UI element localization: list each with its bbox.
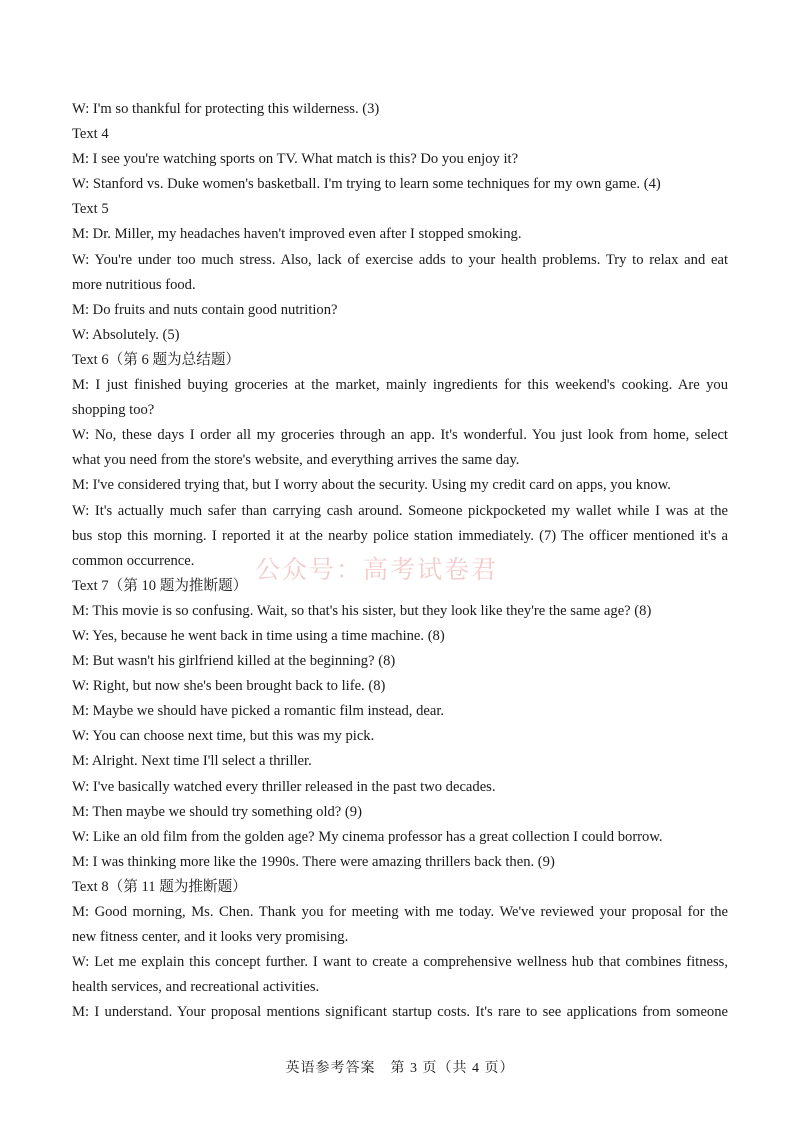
transcript-line: common occurrence. bbox=[72, 552, 195, 569]
transcript-line: Text 8（第 11 题为推断题） bbox=[72, 878, 247, 895]
page-footer: 英语参考答案 第 3 页（共 4 页） bbox=[285, 1061, 515, 1076]
transcript-line: new fitness center, and it looks very promising. bbox=[72, 929, 349, 946]
transcript-line: M: Do fruits and nuts contain good nutrition? bbox=[72, 301, 338, 318]
transcript-line: W: Let me explain this concept further. I want to create a comprehensive wellness hub that combines fitness, bbox=[72, 954, 728, 971]
transcript-line: W: I'm so thankful for protecting this wilderness. (3) bbox=[72, 101, 380, 117]
transcript-line: more nutritious food. bbox=[72, 276, 196, 293]
transcript-line: Text 4 bbox=[72, 126, 109, 143]
transcript-line: shopping too? bbox=[72, 402, 155, 419]
transcript-line: health services, and recreational activities. bbox=[72, 979, 320, 996]
transcript-line: W: It's actually much safer than carrying cash around. Someone pickpocketed my wallet while I was at the bbox=[72, 502, 728, 519]
transcript-line: M: I see you're watching sports on TV. What match is this? Do you enjoy it? bbox=[72, 151, 519, 168]
transcript-line: W: Yes, because he went back in time using a time machine. (8) bbox=[72, 627, 445, 644]
transcript-line: M: Maybe we should have picked a romantic film instead, dear. bbox=[72, 703, 445, 720]
transcript-line: W: I've basically watched every thriller released in the past two decades. bbox=[72, 778, 496, 795]
transcript-line: M: I just finished buying groceries at the market, mainly ingredients for this weekend's cooking. Are you bbox=[72, 377, 728, 394]
transcript-line: M: Then maybe we should try something old? (9) bbox=[72, 803, 362, 820]
transcript-line: M: I understand. Your proposal mentions significant startup costs. It's rare to see applications from someone bbox=[72, 1004, 728, 1021]
transcript-line: W: Stanford vs. Duke women's basketball. I'm trying to learn some techniques for my own game. (4) bbox=[72, 176, 661, 193]
transcript-line: Text 6（第 6 题为总结题） bbox=[72, 351, 241, 368]
watermark: 公众号：高考试卷君 bbox=[255, 555, 499, 584]
transcript-line: W: Right, but now she's been brought back to life. (8) bbox=[72, 678, 386, 695]
transcript-line: W: No, these days I order all my groceries through an app. It's wonderful. You just look from home, select bbox=[72, 427, 728, 444]
transcript-line: M: But wasn't his girlfriend killed at the beginning? (8) bbox=[72, 653, 396, 670]
transcript-line: M: Dr. Miller, my headaches haven't improved even after I stopped smoking. bbox=[72, 226, 522, 243]
transcript-line: W: You can choose next time, but this was my pick. bbox=[72, 728, 375, 745]
transcript-line: bus stop this morning. I reported it at the nearby police station immediately. (7) The officer mentioned it's a bbox=[72, 527, 728, 544]
transcript-line: Text 5 bbox=[72, 201, 109, 218]
transcript-line: W: You're under too much stress. Also, lack of exercise adds to your health problems. Try to relax and eat bbox=[72, 251, 728, 268]
transcript-line: Text 7（第 10 题为推断题） bbox=[72, 577, 248, 594]
transcript-line: M: I was thinking more like the 1990s. There were amazing thrillers back then. (9) bbox=[72, 853, 555, 870]
transcript-line: M: I've considered trying that, but I worry about the security. Using my credit card on apps, you know. bbox=[72, 477, 671, 494]
transcript-line: what you need from the store's website, and everything arrives the same day. bbox=[72, 452, 520, 469]
transcript-line: M: Alright. Next time I'll select a thriller. bbox=[72, 753, 312, 770]
transcript-line: M: This movie is so confusing. Wait, so that's his sister, but they look like they're the same age? (8) bbox=[72, 602, 652, 619]
transcript-line: W: Like an old film from the golden age? My cinema professor has a great collection I could borrow. bbox=[72, 828, 663, 845]
transcript-line: M: Good morning, Ms. Chen. Thank you for meeting with me today. We've reviewed your proposal for the bbox=[72, 904, 728, 920]
transcript-line: W: Absolutely. (5) bbox=[72, 326, 180, 343]
